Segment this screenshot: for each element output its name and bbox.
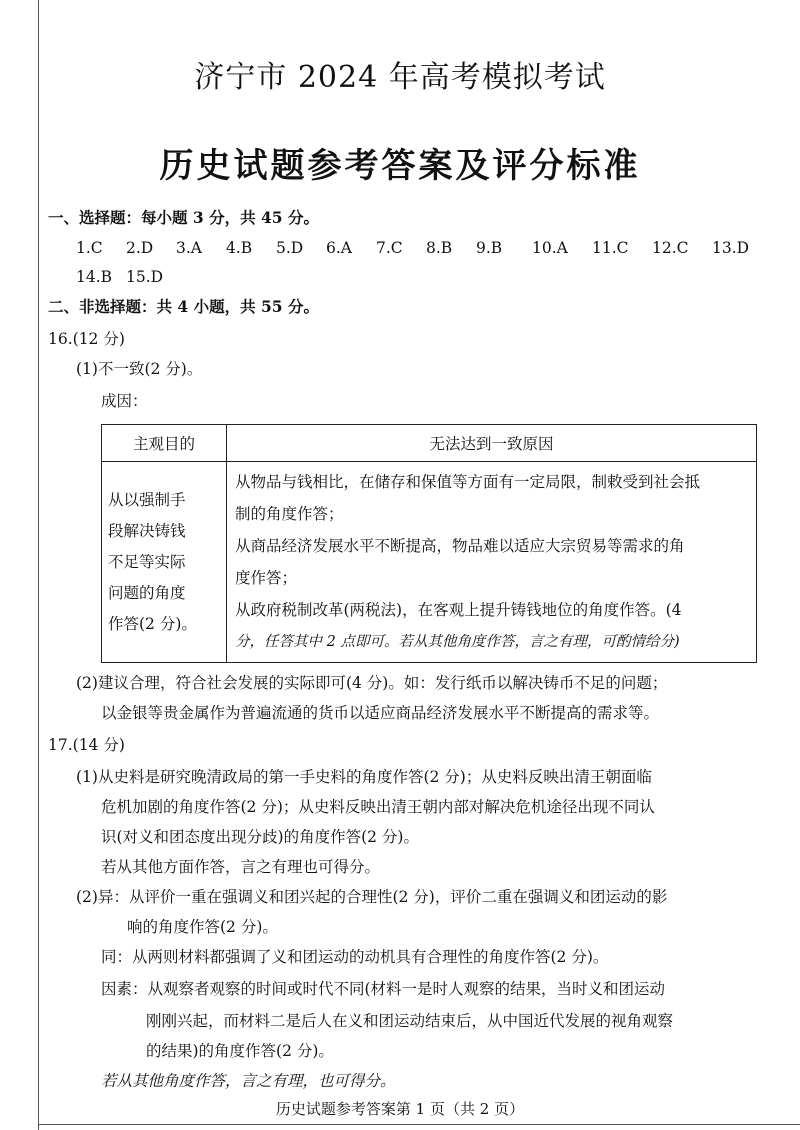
q16-label: 16.(12 分) xyxy=(48,330,125,348)
q17-part1-line4: 若从其他方面作答，言之有理也可得分。 xyxy=(101,858,381,876)
q16-part1: (1)不一致(2 分)。 xyxy=(76,360,203,378)
purpose-line: 问题的角度 xyxy=(108,583,186,602)
q17-part2-line2: 响的角度作答(2 分)。 xyxy=(127,918,278,936)
purpose-line: 从以强制手 xyxy=(108,490,186,509)
q17-part1-line3: 识(对义和团态度出现分歧)的角度作答(2 分)。 xyxy=(101,828,419,846)
answer-item: 11.C xyxy=(592,239,629,257)
reason-line: 分，任答其中 2 点即可。若从其他角度作答，言之有理，可酌情给分) xyxy=(235,634,680,650)
q16-cause-table xyxy=(101,424,757,663)
answers-row-2 xyxy=(76,266,176,288)
reason-line: 从物品与钱相比，在储存和保值等方面有一定局限，制敕受到社会抵 xyxy=(235,473,701,491)
q17-part2-line1: (2)异：从评价一重在强调义和团兴起的合理性(2 分)，评价二重在强调义和团运动的影 xyxy=(76,888,668,906)
reason-line: 从政府税制改革(两税法)，在客观上提升铸钱地位的角度作答。(4 xyxy=(235,601,682,619)
reason-line: 度作答； xyxy=(235,569,298,587)
section2-heading: 二、非选择题：共 4 小题，共 55 分。 xyxy=(48,297,319,316)
q17-part1-line2: 危机加剧的角度作答(2 分)；从史料反映出清王朝内部对解决危机途径出现不同认 xyxy=(101,798,655,816)
table-header-purpose: 主观目的 xyxy=(102,425,227,462)
q17-part2-line5: 刚刚兴起，而材料二是后人在义和团运动结束后，从中国近代发展的视角观察 xyxy=(146,1012,674,1030)
answer-item: 14.B xyxy=(76,268,113,286)
answer-item: 9.B xyxy=(476,239,503,257)
answer-item: 2.D xyxy=(126,239,154,257)
table-cell-purpose xyxy=(102,462,227,663)
q17-part1-line1: (1)从史料是研究晚清政局的第一手史料的角度作答(2 分)；从史料反映出清王朝面临 xyxy=(76,768,652,786)
answer-item: 12.C xyxy=(652,239,689,257)
exam-title: 济宁市 2024 年高考模拟考试 xyxy=(194,60,606,95)
answers-row-1 xyxy=(76,237,752,259)
reason-line: 从商品经济发展水平不断提高，物品难以适应大宗贸易等需求的角 xyxy=(235,537,685,555)
q17-part2-line3: 同：从两则材料都强调了义和团运动的动机具有合理性的角度作答(2 分)。 xyxy=(101,948,609,966)
answer-item: 5.D xyxy=(276,239,304,257)
document-title: 历史试题参考答案及评分标准 xyxy=(159,146,641,186)
q16-part2-line1: (2)建议合理，符合社会发展的实际即可(4 分)。如：发行纸币以解决铸币不足的问题； xyxy=(76,674,668,692)
q17-part2-line4: 因素：从观察者观察的时间或时代不同(材料一是时人观察的结果，当时义和团运动 xyxy=(101,980,666,998)
q17-part2-line7: 若从其他角度作答，言之有理，也可得分。 xyxy=(101,1072,396,1090)
bottom-border-line xyxy=(38,1124,800,1125)
answer-item: 4.B xyxy=(226,239,253,257)
answer-item: 13.D xyxy=(712,239,750,257)
purpose-line: 作答(2 分)。 xyxy=(108,614,197,633)
q16-cause-label: 成因： xyxy=(101,392,148,410)
answer-item: 15.D xyxy=(126,268,164,286)
q16-part2-line2: 以金银等贵金属作为普遍流通的货币以适应商品经济发展水平不断提高的需求等。 xyxy=(101,704,660,722)
purpose-line: 段解决铸钱 xyxy=(108,521,186,540)
answer-item: 6.A xyxy=(326,239,352,257)
table-cell-reasons xyxy=(227,462,757,663)
page-footer: 历史试题参考答案第 1 页（共 2 页） xyxy=(275,1100,525,1118)
purpose-line: 不足等实际 xyxy=(108,552,186,571)
answer-item: 10.A xyxy=(532,239,568,257)
q17-label: 17.(14 分) xyxy=(48,736,125,754)
answer-item: 3.A xyxy=(176,239,202,257)
q17-part2-line6: 的结果)的角度作答(2 分)。 xyxy=(146,1042,334,1060)
answer-item: 7.C xyxy=(376,239,403,257)
answer-item: 1.C xyxy=(76,239,103,257)
reason-line: 制的角度作答； xyxy=(235,505,344,523)
section1-heading: 一、选择题：每小题 3 分，共 45 分。 xyxy=(48,208,319,227)
answer-item: 8.B xyxy=(426,239,453,257)
table-header-reason: 无法达到一致原因 xyxy=(227,425,757,462)
